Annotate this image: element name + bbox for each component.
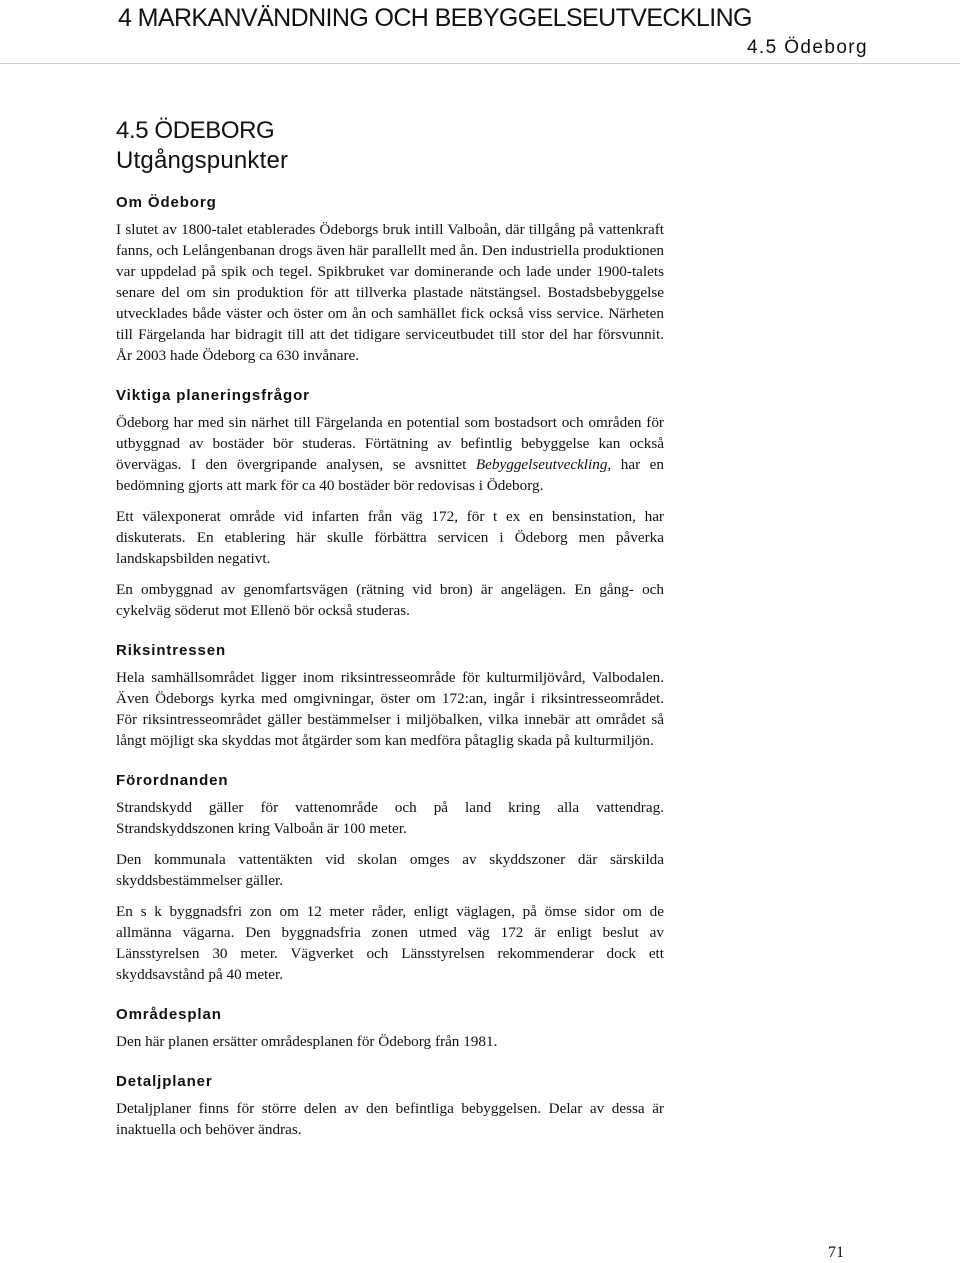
paragraph-text: Ödeborg har med sin närhet till Färgelanda en potential som bostadsort och områden för utbyggnad av bostäder bör studeras. Förtätning av befintlig bebyggelse kan också övervägas. I den övergripande analysen, se avsnittet (116, 414, 664, 473)
page-number: 71 (828, 1244, 844, 1261)
section-reference: Bebyggelseutveckling, (475, 456, 612, 473)
paragraph: Den kommunala vattentäkten vid skolan omges av skyddszoner där särskilda skyddsbestämmelser gäller. (116, 851, 664, 889)
section-viktiga-planeringsfragor (116, 386, 664, 621)
section-om-odeborg (116, 193, 664, 366)
running-header-subtitle: 4.5 Ödeborg (746, 37, 868, 58)
paragraph: Den här planen ersätter områdesplanen för Ödeborg från 1981. (116, 1033, 498, 1050)
section-forordnanden (116, 771, 664, 985)
chapter-title: 4.5 ÖDEBORG (116, 117, 275, 144)
paragraph: I slutet av 1800-talet etablerades Ödeborgs bruk intill Valboån, där tillgång på vattenkraft fanns, och Lelångenbanan drogs även här parallellt med ån. Den industriella produktionen var uppdelad på spik och tegel. Spikbruket var dominerande och lade under 1900-talets senare del om sin produktion för att tillverka plastade nätstängsel. Bostadsbebyggelse utvecklades både väster och öster om ån och samhället fick också viss service. Närheten till Färgelanda har bidragit till att det tidigare serviceutbudet till stor del har försvunnit. År 2003 hade Ödeborg ca 630 invånare. (116, 221, 664, 364)
page-content (116, 116, 664, 1160)
section-heading: Områdesplan (116, 1006, 222, 1023)
section-riksintressen (116, 641, 664, 751)
paragraph: En s k byggnadsfri zon om 12 meter råder, enligt väglagen, på ömse sidor om de allmänna vägarna. Den byggnadsfria zonen utmed väg 172 är enligt beslut av Länsstyrelsen 30 meter. Vägverket och Länsstyrelsen rekommenderar dock ett skyddsavstånd på 40 meter. (116, 903, 664, 983)
section-omradesplan (116, 1005, 664, 1052)
paragraph (116, 412, 664, 496)
running-header (0, 0, 960, 64)
chapter-subtitle: Utgångspunkter (116, 147, 289, 174)
paragraph: Strandskydd gäller för vattenområde och på land kring alla vattendrag. Strandskyddszonen kring Valboån är 100 meter. (116, 799, 664, 837)
paragraph-text: har en bedömning gjorts att mark för ca 40 bostäder bör redovisas i Ödeborg. (116, 456, 664, 494)
paragraph: Detaljplaner finns för större delen av den befintliga bebyggelsen. Delar av dessa är inaktuella och behöver ändras. (116, 1100, 664, 1138)
section-heading: Förordnanden (116, 772, 229, 789)
section-heading: Om Ödeborg (116, 194, 217, 211)
paragraph: Ett välexponerat område vid infarten från väg 172, för t ex en bensinstation, har diskuterats. En etablering här skulle förbättra servicen i Ödeborg men påverka landskapsbilden negativt. (116, 508, 664, 567)
running-header-title: 4 MARKANVÄNDNING OCH BEBYGGELSEUTVECKLING (118, 4, 752, 32)
paragraph: Hela samhällsområdet ligger inom riksintresseområde för kulturmiljövård, Valbodalen. Även Ödeborgs kyrka med omgivningar, öster om 172:an, ingår i riksintresseområdet. För riksintresseområdet gäller bestämmelser i miljöbalken, vilka innebär att området så långt möjligt ska skyddas mot åtgärder som kan medföra påtaglig skada på kulturmiljön. (116, 669, 664, 749)
section-heading: Riksintressen (116, 642, 227, 659)
paragraph: En ombyggnad av genomfartsvägen (rätning vid bron) är angelägen. En gång- och cykelväg söderut mot Ellenö bör också studeras. (116, 581, 664, 619)
header-divider (0, 63, 960, 64)
section-heading: Detaljplaner (116, 1073, 213, 1090)
section-detaljplaner (116, 1072, 664, 1140)
section-heading: Viktiga planeringsfrågor (116, 387, 310, 404)
